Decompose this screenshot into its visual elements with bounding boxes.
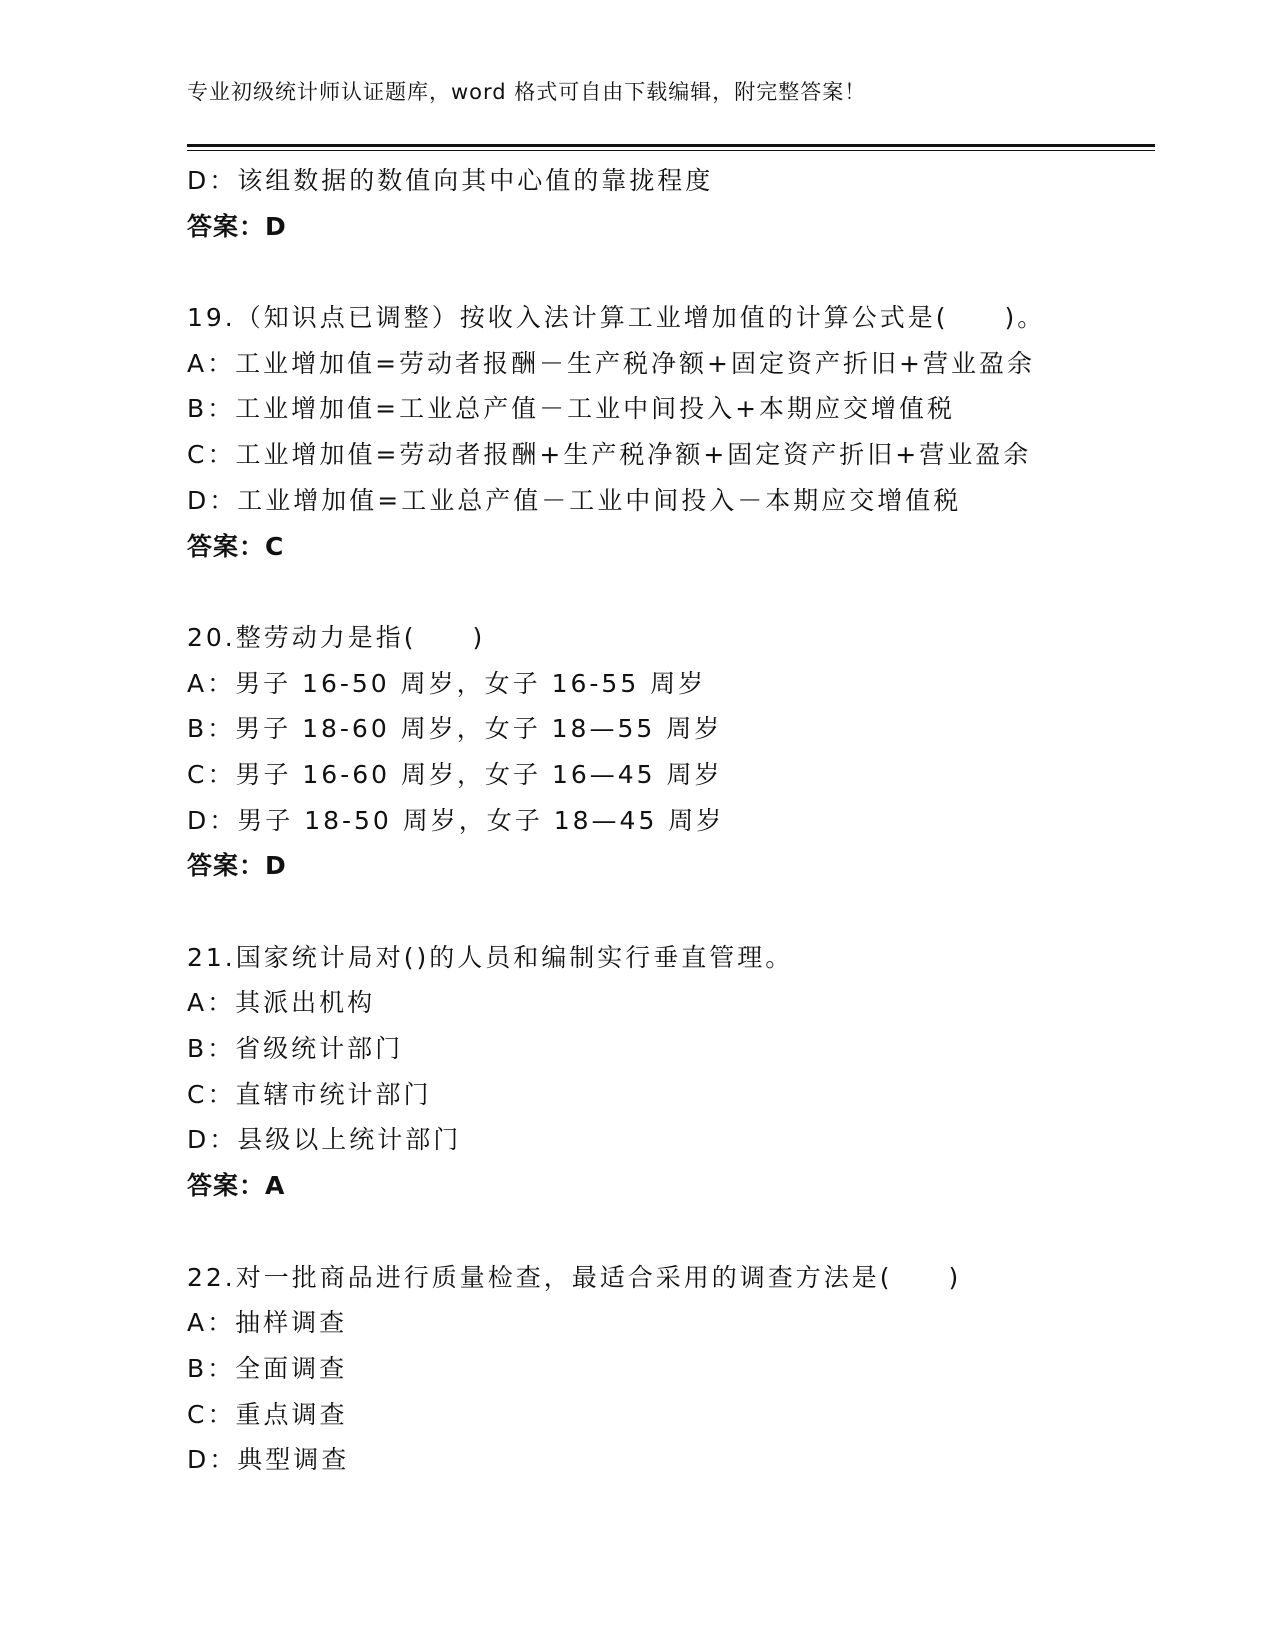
option-b: B：男子 18-60 周岁，女子 18—55 周岁: [187, 714, 723, 744]
option-c: C：重点调查: [187, 1399, 348, 1429]
answer-line: 答案：C: [187, 531, 285, 561]
header-rule-thin: [187, 150, 1155, 151]
answer-line: 答案：D: [187, 211, 287, 241]
header-rule-thick: [187, 144, 1155, 147]
question-stem: 20.整劳动力是指( ): [187, 622, 486, 652]
spacer: [187, 569, 1155, 615]
option-a: A：抽样调查: [187, 1308, 348, 1338]
page-header: 专业初级统计师认证题库，word 格式可自由下载编辑，附完整答案！: [187, 80, 867, 104]
answer-line: 答案：D: [187, 851, 287, 881]
option-d: D：男子 18-50 周岁，女子 18—45 周岁: [187, 805, 725, 835]
spacer: [187, 889, 1155, 935]
question-stem: 22.对一批商品进行质量检查，最适合采用的调查方法是( ): [187, 1262, 962, 1292]
option-d: D：该组数据的数值向其中心值的靠拢程度: [187, 166, 714, 195]
option-b: B：工业增加值=工业总产值－工业中间投入+本期应交增值税: [187, 394, 956, 424]
question-stem: 19.（知识点已调整）按收入法计算工业增加值的计算公式是( )。: [187, 303, 1046, 333]
spacer: [187, 1209, 1155, 1255]
option-c: C：直辖市统计部门: [187, 1079, 432, 1109]
option-c: C：工业增加值=劳动者报酬+生产税净额+固定资产折旧+营业盈余: [187, 440, 1032, 470]
option-a: A：工业增加值=劳动者报酬－生产税净额+固定资产折旧+营业盈余: [187, 348, 1035, 378]
option-d: D：工业增加值=工业总产值－工业中间投入－本期应交增值税: [187, 485, 962, 515]
option-b: B：全面调查: [187, 1353, 348, 1383]
question-stem: 21.国家统计局对()的人员和编制实行垂直管理。: [187, 942, 794, 972]
option-d: D：县级以上统计部门: [187, 1125, 462, 1155]
option-b: B：省级统计部门: [187, 1034, 404, 1064]
answer-line: 答案：A: [187, 1171, 286, 1201]
question-list: [187, 158, 1155, 1483]
option-d: D：典型调查: [187, 1445, 350, 1475]
option-a: A：其派出机构: [187, 988, 376, 1018]
spacer: [187, 249, 1155, 295]
option-c: C：男子 16-60 周岁，女子 16—45 周岁: [187, 759, 723, 789]
option-a: A：男子 16-50 周岁，女子 16-55 周岁: [187, 668, 707, 698]
